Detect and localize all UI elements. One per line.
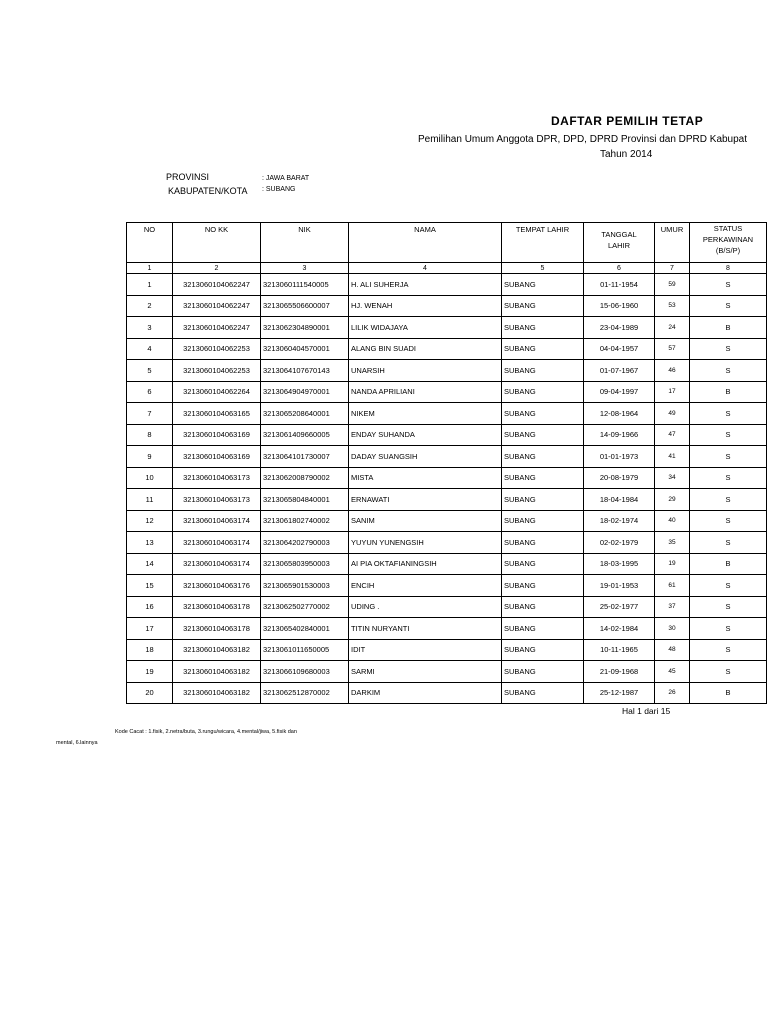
cell-status: S (690, 360, 767, 382)
page-title: DAFTAR PEMILIH TETAP (551, 114, 704, 128)
header-status (690, 223, 767, 263)
cell-tempat-lahir: SUBANG (502, 274, 584, 296)
header-no: NO (127, 223, 173, 263)
cell-tanggal-lahir: 01-01-1973 (584, 446, 655, 468)
cell-tanggal-lahir: 25-02-1977 (584, 596, 655, 618)
cell-no: 2 (127, 295, 173, 317)
cell-status: S (690, 510, 767, 532)
cell-nama: UDING . (349, 596, 502, 618)
kabupaten-value: : SUBANG (262, 186, 296, 193)
cell-umur: 19 (655, 553, 690, 575)
cell-nama: YUYUN YUNENGSIH (349, 532, 502, 554)
cell-no: 10 (127, 467, 173, 489)
cell-no-kk: 3213060104062247 (173, 317, 261, 339)
cell-status: S (690, 575, 767, 597)
cell-nama: AI PIA OKTAFIANINGSIH (349, 553, 502, 575)
cell-nik: 3213062512870002 (261, 682, 349, 704)
cell-status: S (690, 295, 767, 317)
cell-umur: 41 (655, 446, 690, 468)
table-row (127, 424, 767, 446)
header-status-line1: STATUS (713, 224, 743, 233)
header-tanggal-lahir-line2: LAHIR (607, 241, 631, 250)
cell-nama: ENCIH (349, 575, 502, 597)
cell-no-kk: 3213060104063176 (173, 575, 261, 597)
header-umur: UMUR (655, 223, 690, 263)
cell-umur: 53 (655, 295, 690, 317)
header-status-line2: PERKAWINAN (702, 235, 754, 244)
cell-nik: 3213064107670143 (261, 360, 349, 382)
cell-tempat-lahir: SUBANG (502, 661, 584, 683)
cell-nik: 3213064904970001 (261, 381, 349, 403)
cell-no-kk: 3213060104063178 (173, 618, 261, 640)
cell-tanggal-lahir: 18-03-1995 (584, 553, 655, 575)
cell-nik: 3213062008790002 (261, 467, 349, 489)
cell-tanggal-lahir: 12-08-1964 (584, 403, 655, 425)
cell-nik: 3213065804840001 (261, 489, 349, 511)
table-header-row (127, 223, 767, 263)
cell-tanggal-lahir: 18-04-1984 (584, 489, 655, 511)
table-row (127, 317, 767, 339)
cell-nik: 3213061409660005 (261, 424, 349, 446)
cell-no: 15 (127, 575, 173, 597)
cell-tanggal-lahir: 09-04-1997 (584, 381, 655, 403)
column-number: 2 (173, 263, 261, 274)
cell-umur: 49 (655, 403, 690, 425)
cell-no: 12 (127, 510, 173, 532)
disability-code-note: Kode Cacat : 1.fisik, 2.netra/buta, 3.rungu/wicara, 4.mental/jiwa, 5.fisik dan (115, 729, 297, 735)
cell-nama: MISTA (349, 467, 502, 489)
cell-no-kk: 3213060104062264 (173, 381, 261, 403)
cell-umur: 37 (655, 596, 690, 618)
table-row (127, 360, 767, 382)
cell-no-kk: 3213060104063182 (173, 639, 261, 661)
cell-status: S (690, 489, 767, 511)
cell-no-kk: 3213060104063174 (173, 510, 261, 532)
cell-status: B (690, 381, 767, 403)
cell-tanggal-lahir: 21-09-1968 (584, 661, 655, 683)
cell-nik: 3213064202790003 (261, 532, 349, 554)
table-row (127, 467, 767, 489)
cell-tempat-lahir: SUBANG (502, 381, 584, 403)
cell-umur: 30 (655, 618, 690, 640)
cell-nik: 3213065402840001 (261, 618, 349, 640)
provinsi-label: PROVINSI (166, 172, 210, 182)
cell-umur: 34 (655, 467, 690, 489)
cell-tempat-lahir: SUBANG (502, 639, 584, 661)
cell-nama: LILIK WIDAJAYA (349, 317, 502, 339)
column-number: 6 (584, 263, 655, 274)
cell-no: 16 (127, 596, 173, 618)
cell-nik: 3213060404570001 (261, 338, 349, 360)
header-tanggal-lahir (584, 223, 655, 263)
cell-status: S (690, 338, 767, 360)
cell-tempat-lahir: SUBANG (502, 532, 584, 554)
cell-nik: 3213062304890001 (261, 317, 349, 339)
cell-umur: 35 (655, 532, 690, 554)
cell-status: B (690, 553, 767, 575)
table-row (127, 553, 767, 575)
column-number: 4 (349, 263, 502, 274)
cell-no-kk: 3213060104062247 (173, 295, 261, 317)
column-number: 7 (655, 263, 690, 274)
column-number: 1 (127, 263, 173, 274)
cell-tanggal-lahir: 10-11-1965 (584, 639, 655, 661)
cell-tempat-lahir: SUBANG (502, 553, 584, 575)
cell-no-kk: 3213060104063173 (173, 467, 261, 489)
cell-nik: 3213060111540005 (261, 274, 349, 296)
table-row (127, 682, 767, 704)
cell-tempat-lahir: SUBANG (502, 338, 584, 360)
cell-status: S (690, 661, 767, 683)
voter-table-body (127, 274, 767, 704)
cell-no-kk: 3213060104063169 (173, 424, 261, 446)
cell-nama: SARMI (349, 661, 502, 683)
cell-umur: 61 (655, 575, 690, 597)
cell-tempat-lahir: SUBANG (502, 575, 584, 597)
cell-nik: 3213065901530003 (261, 575, 349, 597)
election-subtitle: Pemilihan Umum Anggota DPR, DPD, DPRD Provinsi dan DPRD Kabupat (418, 134, 748, 145)
cell-no: 19 (127, 661, 173, 683)
kabupaten-label: KABUPATEN/KOTA (168, 186, 248, 196)
cell-tanggal-lahir: 02-02-1979 (584, 532, 655, 554)
cell-status: S (690, 274, 767, 296)
cell-no-kk: 3213060104062253 (173, 338, 261, 360)
cell-umur: 59 (655, 274, 690, 296)
cell-status: S (690, 424, 767, 446)
cell-no: 3 (127, 317, 173, 339)
disability-code-note-continued: mental, 6.lainnya (56, 740, 98, 746)
cell-umur: 29 (655, 489, 690, 511)
cell-no-kk: 3213060104063182 (173, 661, 261, 683)
cell-tanggal-lahir: 19-01-1953 (584, 575, 655, 597)
column-number-row (127, 263, 767, 274)
cell-no-kk: 3213060104063173 (173, 489, 261, 511)
cell-tanggal-lahir: 23-04-1989 (584, 317, 655, 339)
cell-nik: 3213061802740002 (261, 510, 349, 532)
cell-status: S (690, 532, 767, 554)
header-status-line3: (B/S/P) (715, 246, 741, 255)
table-row (127, 661, 767, 683)
cell-umur: 47 (655, 424, 690, 446)
cell-nama: ERNAWATI (349, 489, 502, 511)
column-number: 3 (261, 263, 349, 274)
cell-no-kk: 3213060104063165 (173, 403, 261, 425)
cell-status: B (690, 682, 767, 704)
cell-tempat-lahir: SUBANG (502, 510, 584, 532)
cell-nik: 3213066109680003 (261, 661, 349, 683)
cell-nama: DADAY SUANGSIH (349, 446, 502, 468)
cell-no: 13 (127, 532, 173, 554)
cell-nama: NANDA APRILIANI (349, 381, 502, 403)
table-row (127, 295, 767, 317)
cell-tempat-lahir: SUBANG (502, 317, 584, 339)
cell-status: B (690, 317, 767, 339)
cell-status: S (690, 403, 767, 425)
header-nik: NIK (261, 223, 349, 263)
table-row (127, 338, 767, 360)
cell-nik: 3213061011650005 (261, 639, 349, 661)
cell-umur: 57 (655, 338, 690, 360)
cell-no: 17 (127, 618, 173, 640)
cell-tempat-lahir: SUBANG (502, 467, 584, 489)
cell-nama: ALANG BIN SUADI (349, 338, 502, 360)
cell-nama: ENDAY SUHANDA (349, 424, 502, 446)
cell-tempat-lahir: SUBANG (502, 489, 584, 511)
cell-tempat-lahir: SUBANG (502, 360, 584, 382)
cell-no: 11 (127, 489, 173, 511)
column-number: 5 (502, 263, 584, 274)
cell-no-kk: 3213060104063174 (173, 553, 261, 575)
cell-umur: 48 (655, 639, 690, 661)
provinsi-value: : JAWA BARAT (262, 175, 310, 182)
cell-no-kk: 3213060104062253 (173, 360, 261, 382)
cell-nama: DARKIM (349, 682, 502, 704)
cell-tempat-lahir: SUBANG (502, 618, 584, 640)
cell-tanggal-lahir: 01-11-1954 (584, 274, 655, 296)
cell-tempat-lahir: SUBANG (502, 682, 584, 704)
cell-umur: 46 (655, 360, 690, 382)
cell-nik: 3213062502770002 (261, 596, 349, 618)
table-row (127, 575, 767, 597)
cell-no: 8 (127, 424, 173, 446)
table-row (127, 403, 767, 425)
table-row (127, 618, 767, 640)
table-row (127, 532, 767, 554)
cell-tanggal-lahir: 15-06-1960 (584, 295, 655, 317)
table-row (127, 489, 767, 511)
cell-tempat-lahir: SUBANG (502, 403, 584, 425)
cell-tempat-lahir: SUBANG (502, 596, 584, 618)
cell-nama: SANIM (349, 510, 502, 532)
cell-tanggal-lahir: 14-09-1966 (584, 424, 655, 446)
cell-no-kk: 3213060104062247 (173, 274, 261, 296)
cell-nama: HJ. WENAH (349, 295, 502, 317)
cell-nama: NIKEM (349, 403, 502, 425)
cell-status: S (690, 467, 767, 489)
cell-no: 20 (127, 682, 173, 704)
cell-no: 4 (127, 338, 173, 360)
cell-umur: 40 (655, 510, 690, 532)
cell-no: 7 (127, 403, 173, 425)
cell-no-kk: 3213060104063182 (173, 682, 261, 704)
cell-status: S (690, 596, 767, 618)
cell-umur: 17 (655, 381, 690, 403)
cell-tanggal-lahir: 25-12-1987 (584, 682, 655, 704)
table-row (127, 274, 767, 296)
cell-status: S (690, 639, 767, 661)
cell-no: 1 (127, 274, 173, 296)
cell-nama: H. ALI SUHERJA (349, 274, 502, 296)
cell-no: 9 (127, 446, 173, 468)
election-year: Tahun 2014 (600, 149, 653, 160)
cell-tempat-lahir: SUBANG (502, 295, 584, 317)
column-number: 8 (690, 263, 767, 274)
cell-tanggal-lahir: 20-08-1979 (584, 467, 655, 489)
cell-umur: 24 (655, 317, 690, 339)
cell-tempat-lahir: SUBANG (502, 424, 584, 446)
header-tanggal-lahir-line1: TANGGAL (601, 230, 637, 239)
cell-nik: 3213065506600007 (261, 295, 349, 317)
cell-no: 14 (127, 553, 173, 575)
cell-umur: 45 (655, 661, 690, 683)
table-row (127, 639, 767, 661)
cell-tanggal-lahir: 04-04-1957 (584, 338, 655, 360)
table-row (127, 381, 767, 403)
cell-no-kk: 3213060104063178 (173, 596, 261, 618)
cell-no: 18 (127, 639, 173, 661)
header-no-kk: NO KK (173, 223, 261, 263)
header-nama: NAMA (349, 223, 502, 263)
cell-tanggal-lahir: 14-02-1984 (584, 618, 655, 640)
cell-status: S (690, 446, 767, 468)
cell-no: 6 (127, 381, 173, 403)
cell-nik: 3213064101730007 (261, 446, 349, 468)
cell-nama: UNARSIH (349, 360, 502, 382)
voter-table (126, 222, 767, 704)
table-row (127, 446, 767, 468)
cell-tanggal-lahir: 18-02-1974 (584, 510, 655, 532)
cell-no-kk: 3213060104063174 (173, 532, 261, 554)
header-tempat-lahir: TEMPAT LAHIR (502, 223, 584, 263)
cell-nik: 3213065208640001 (261, 403, 349, 425)
cell-tanggal-lahir: 01-07-1967 (584, 360, 655, 382)
cell-tempat-lahir: SUBANG (502, 446, 584, 468)
cell-nama: TITIN NURYANTI (349, 618, 502, 640)
table-row (127, 510, 767, 532)
cell-umur: 26 (655, 682, 690, 704)
page-number: Hal 1 dari 15 (622, 706, 671, 716)
cell-nama: IDIT (349, 639, 502, 661)
cell-nik: 3213065803950003 (261, 553, 349, 575)
cell-no-kk: 3213060104063169 (173, 446, 261, 468)
cell-status: S (690, 618, 767, 640)
table-row (127, 596, 767, 618)
cell-no: 5 (127, 360, 173, 382)
